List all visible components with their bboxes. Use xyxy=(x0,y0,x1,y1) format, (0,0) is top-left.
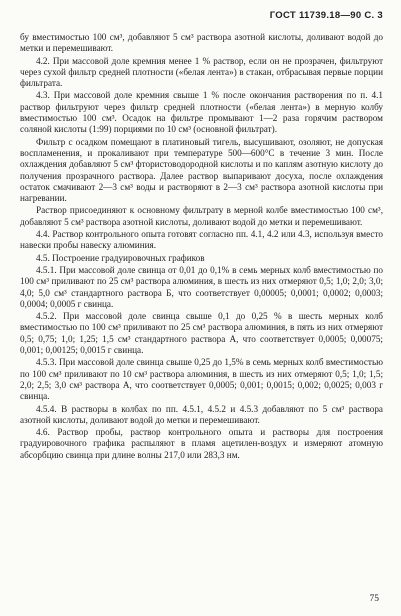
paragraph-filter-crucible: Фильтр с осадком помещают в платиновый тигель, высушивают, озоляют, не допуская воспламенения, и прокаливают при температуре 500—600°С в течение 3 мин. После охлаждения добавляют 5 см³ фтористоводородной кислоты и по каплям азотную кислоту до получения прозрачного раствора. Далее раствор выпаривают досуха, после охлаждения остаток смачивают 2—3 см³ воды и растворяют в 2—3 см³ раствора азотной кислоты при нагревании. xyxy=(20,136,383,204)
paragraph-4-5-3: 4.5.3. При массовой доле свинца свыше 0,25 до 1,5% в семь мерных колб вместимостью по 100 см³ приливают по 10 см³ раствора алюминия, в шесть из них отмеряют 0,5; 1,0; 1,5; 2,0; 2,5; 3,0 см³ раствора А, что соответствует 0,0005; 0,001; 0,0015; 0,002; 0,0025; 0,003 г свинца. xyxy=(20,357,383,402)
paragraph-4-5-4: 4.5.4. В растворы в колбах по пп. 4.5.1, 4.5.2 и 4.5.3 добавляют по 5 см³ раствора азотной кислоты, доливают водой до метки и перемешивают. xyxy=(20,403,383,425)
paragraph-4-6: 4.6. Раствор пробы, раствор контрольного опыта и растворы для построения градуировочного графика распыляют в пламя ацетилен-воздух и измеряют атомную абсорбцию свинца при длине волны 217,0 или 283,3 нм. xyxy=(20,427,383,460)
paragraph-4-4: 4.4. Раствор контрольного опыта готовят согласно пп. 4.1, 4.2 или 4.3, используя вместо навески пробы навеску алюминия. xyxy=(20,229,383,251)
paragraph-4-5-1: 4.5.1. При массовой доле свинца от 0,01 до 0,1% в семь мерных колб вместимостью по 100 см³ приливают по 25 см³ раствора алюминия, в шесть из них отмеряют 0,5; 1,0; 2,0; 3,0; 4,0; 5,0 см³ стандартного раствора Б, что соответствует 0,00005; 0,0001; 0,0002; 0,0003; 0,0004; 0,0005 г свинца. xyxy=(20,264,383,309)
page-header: ГОСТ 11739.18—90 С. 3 xyxy=(269,10,383,21)
paragraph-solution-join: Раствор присоединяют к основному фильтрату в мерной колбе вместимостью 100 см³, добавляют 5 см³ раствора азотной кислоты, доливают водой до метки и перемешивают. xyxy=(20,205,383,227)
paragraph-4-3: 4.3. При массовой доле кремния свыше 1 % после окончания растворения по п. 4.1 раствор фильтруют через фильтр средней плотности («белая лента») в мерную колбу вместимостью 100 см³. Осадок на фильтре промывают 1—2 раза горячим раствором соляной кислоты (1:99) порциями по 10 см³ (основной фильтрат). xyxy=(20,90,383,135)
document-body xyxy=(20,32,383,461)
paragraph-4-5-2: 4.5.2. При массовой доле свинца свыше 0,1 до 0,25 % в шесть мерных колб вместимостью по 100 см³ приливают по 25 см³ раствора алюминия, в пять из них отмеряют 0,5; 0,75; 1,0; 1,25; 1,5 см³ стандартного раствора А, что соответствует 0,0005; 0,00075; 0,001; 0,00125; 0,0015 г свинца. xyxy=(20,311,383,356)
page-number: 75 xyxy=(369,594,379,604)
paragraph-continuation: бу вместимостью 100 см³, добавляют 5 см³ раствора азотной кислоты, доливают водой до метки и перемешивают. xyxy=(20,32,383,54)
paragraph-4-5: 4.5. Построение градуировочных графиков xyxy=(36,252,205,263)
paragraph-4-2: 4.2. При массовой доле кремния менее 1 % раствор, если он не прозрачен, фильтруют через сухой фильтр средней плотности («белая лента») в стакан, отбрасывая первые порции фильтрата. xyxy=(20,55,383,89)
